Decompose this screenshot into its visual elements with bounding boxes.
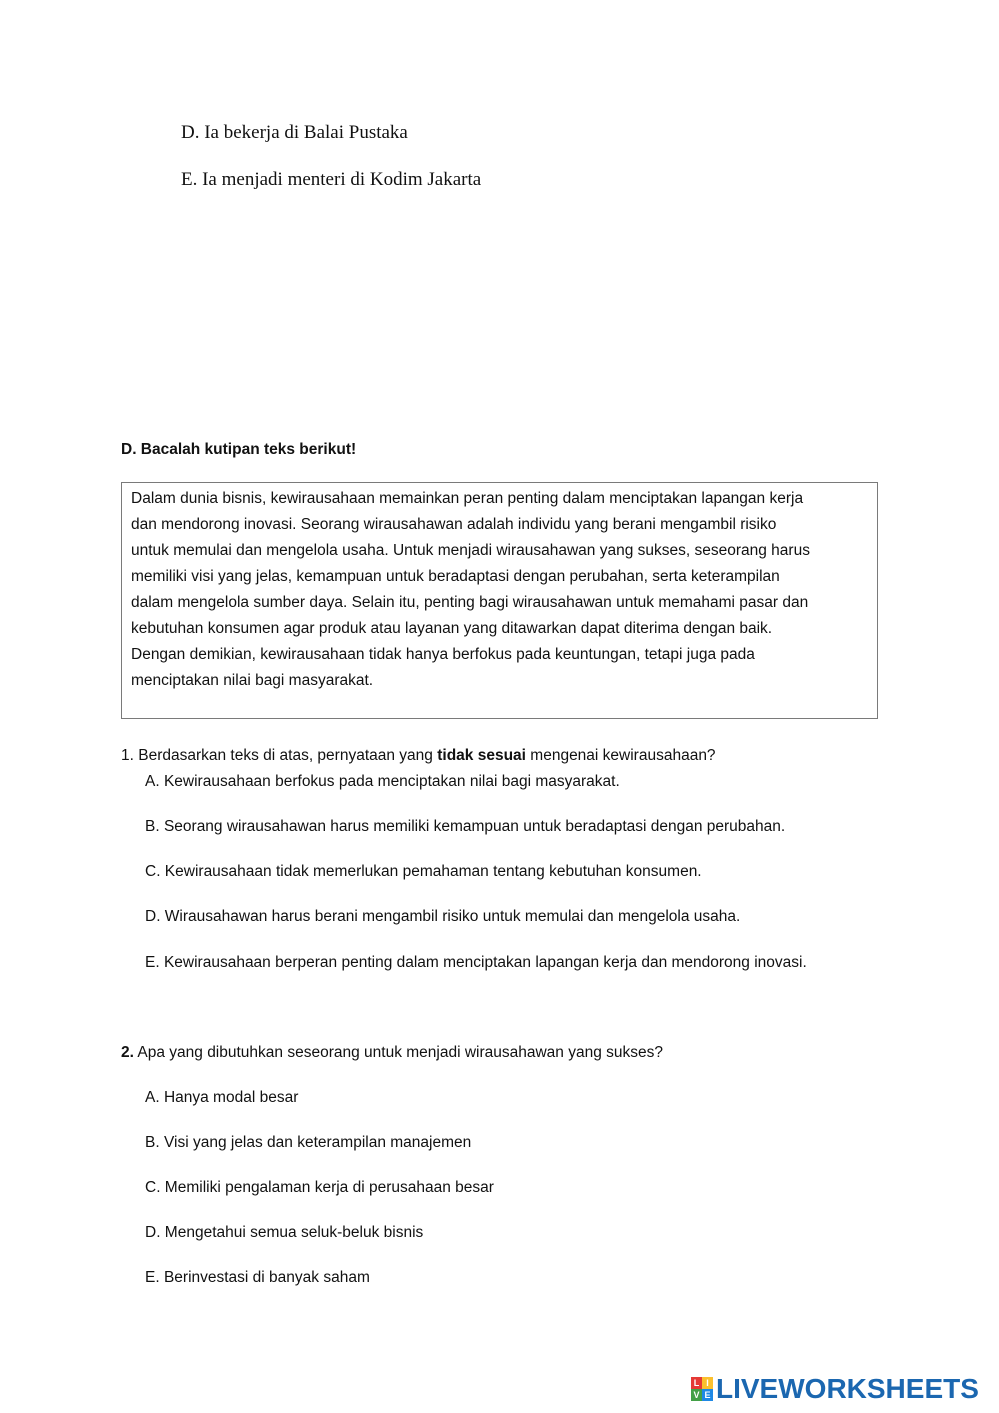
passage-line: memiliki visi yang jelas, kemampuan untuk beradaptasi dengan perubahan, serta keterampilan	[131, 568, 780, 585]
section-d-heading: D. Bacalah kutipan teks berikut!	[121, 441, 357, 458]
question-1	[121, 747, 716, 765]
logo-text: LIVEWORKSHEETS	[716, 1373, 979, 1404]
passage-line: Dalam dunia bisnis, kewirausahaan memainkan peran penting dalam menciptakan lapangan kerja	[131, 490, 804, 507]
passage-line: untuk memulai dan mengelola usaha. Untuk menjadi wirausahawan yang sukses, seseorang harus	[131, 542, 810, 559]
passage-line: dalam mengelola sumber daya. Selain itu, penting bagi wirausahawan untuk memahami pasar dan	[131, 594, 809, 611]
prev-option-d: D. Ia bekerja di Balai Pustaka	[181, 122, 408, 143]
q1-option-d[interactable]: D. Wirausahawan harus berani mengambil risiko untuk memulai dan mengelola usaha.	[145, 908, 741, 925]
logo-mark-icon	[691, 1377, 713, 1401]
passage-line: dan mendorong inovasi. Seorang wirausahawan adalah individu yang berani mengambil risiko	[131, 516, 777, 533]
prev-option-e: E. Ia menjadi menteri di Kodim Jakarta	[181, 169, 482, 190]
passage-line: menciptakan nilai bagi masyarakat.	[131, 672, 374, 689]
q1-option-c[interactable]: C. Kewirausahaan tidak memerlukan pemahaman tentang kebutuhan konsumen.	[145, 863, 702, 880]
passage-line: kebutuhan konsumen agar produk atau layanan yang ditawarkan dapat diterima dengan baik.	[131, 620, 773, 637]
logo-square: E	[702, 1389, 713, 1401]
logo-square: L	[691, 1377, 702, 1389]
q2-option-b[interactable]: B. Visi yang jelas dan keterampilan manajemen	[145, 1134, 472, 1151]
question-2-text: Apa yang dibutuhkan seseorang untuk menjadi wirausahawan yang sukses?	[133, 1044, 664, 1061]
q2-option-a[interactable]: A. Hanya modal besar	[145, 1089, 299, 1106]
q1-option-b[interactable]: B. Seorang wirausahawan harus memiliki kemampuan untuk beradaptasi dengan perubahan.	[145, 818, 786, 835]
logo-square: I	[702, 1377, 713, 1389]
question-1-prefix: 1. Berdasarkan teks di atas, pernyataan yang	[121, 747, 438, 764]
logo-square: V	[691, 1389, 702, 1401]
passage-line: Dengan demikian, kewirausahaan tidak hanya berfokus pada keuntungan, tetapi juga pada	[131, 646, 755, 663]
q1-option-a[interactable]: A. Kewirausahaan berfokus pada menciptakan nilai bagi masyarakat.	[145, 773, 620, 790]
q2-option-e[interactable]: E. Berinvestasi di banyak saham	[145, 1269, 370, 1286]
question-1-suffix: mengenai kewirausahaan?	[525, 747, 716, 764]
question-2-number: 2.	[121, 1044, 134, 1061]
question-2	[121, 1044, 663, 1062]
q1-option-e[interactable]: E. Kewirausahaan berperan penting dalam menciptakan lapangan kerja dan mendorong inovasi.	[145, 954, 807, 971]
question-1-emphasis: tidak sesuai	[437, 747, 526, 764]
q2-option-d[interactable]: D. Mengetahui semua seluk-beluk bisnis	[145, 1224, 424, 1241]
passage-box	[121, 482, 878, 719]
passage-text	[131, 486, 871, 694]
q2-option-c[interactable]: C. Memiliki pengalaman kerja di perusahaan besar	[145, 1179, 494, 1196]
liveworksheets-logo	[691, 1374, 979, 1404]
